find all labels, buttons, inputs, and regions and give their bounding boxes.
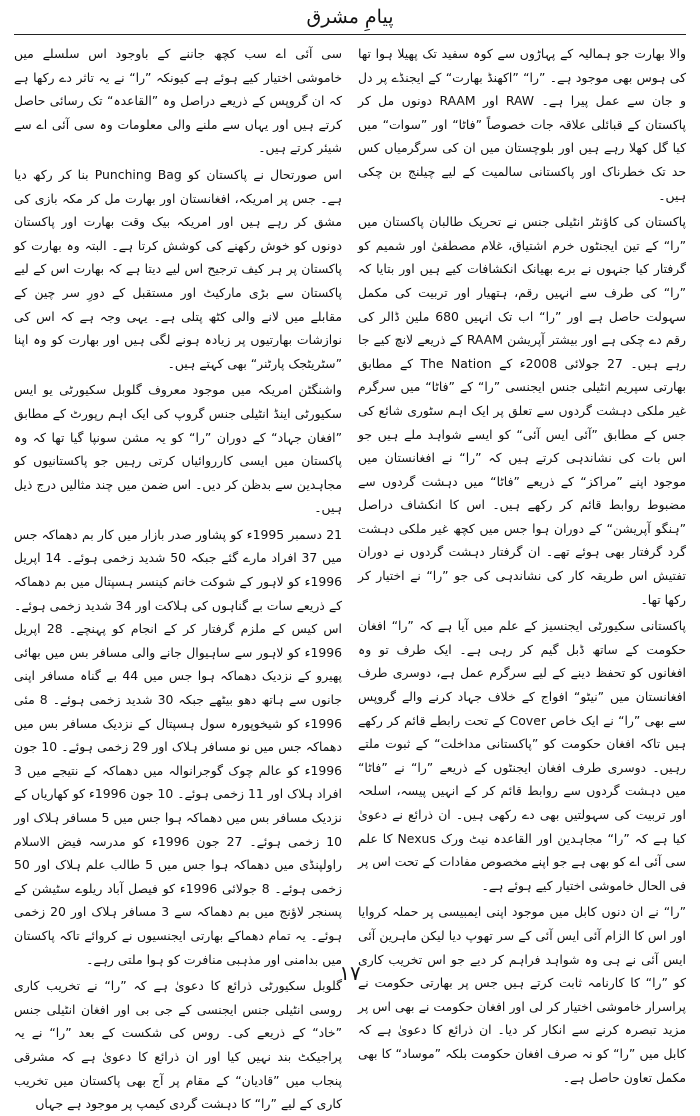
right-paragraph-4: ”را“ نے ان دنوں کابل میں موجود اپنی ایمبیسی پر حملہ کروایا اور اس کا الزام آئی ایس آئی کے سر تھوپ دیا لیکن ماہرین آئی ایس آئی نے ہی وہ شواہد فراہم کر دیے جو اس تخریب کاری کو ”را“ کا کارنامہ ثابت کرتے ہیں جس پر بھارتی حکومت نے پراسرار خاموشی اختیار کر لی اور افغان حکومت نے بھی اس پر مزید تبصرہ کرنے سے انکار کر دیا۔ ان ذرائع کا دعویٰ ہے کہ کابل میں ”را“ کو نہ صرف افغان حکومت بلکہ ”موساد“ کا بھی مکمل تعاون حاصل ہے۔ xyxy=(358,904,686,1085)
page-number: ۱۷ xyxy=(339,961,361,985)
right-paragraph-3: پاکستانی سکیورٹی ایجنسیز کے علم میں آیا ہے کہ ”را“ افغان حکومت کے ساتھ ڈبل گیم کر رہی ہے۔ ایک طرف تو وہ افغانوں کو تحفظ دینے کے لیے سرگرم عمل ہے، دوسری طرف افغانستان میں ”نیٹو“ افواج کے خلاف جہاد کرنے والے گروپس سے بھی ”را“ نے ایک خاص Cover کے تحت رابطے قائم کر رکھے ہیں تاکہ افغان حکومت کو ”پاکستانی مداخلت“ کے ثبوت ملتے رہیں۔ دوسری طرف افغان ایجنٹوں کے ذریعے ”را“ نے ”فاٹا“ میں دہشت گردوں سے روابط قائم کر کے انہیں پیسہ، اسلحہ اور تربیت کی سہولتیں بھی دے رکھی ہیں۔ ان ذرائع نے دعویٰ کیا ہے کہ ”را“ مجاہدین اور القاعدہ نیٹ ورک Nexus کا علم سی آئی اے کو بھی ہے جو اپنے مخصوص مفادات کے تحت اس پر فی الحال خاموشی اختیار کیے ہوئے ہے۔ xyxy=(358,618,686,893)
page-header-title: پیامِ مشرق xyxy=(306,6,394,28)
right-column xyxy=(358,42,686,1085)
left-paragraph-2: اس صورتحال نے پاکستان کو Punching Bag بنا کر رکھ دیا ہے۔ جس پر امریکہ، افغانستان اور بھارت مل کر مکہ بازی کی مشق کر رہے ہیں اور امریکہ بیک وقت بھارت اور پاکستان دونوں کو خوش رکھنے کی کوشش کرتا ہے۔ البتہ وہ بھارت کو پاکستان پر ہر کیف ترجیح اس لیے دیتا ہے کہ بھارت اس کے لیے پاکستان سے بڑی مارکیٹ اور مستقبل کے دورِ سر چین کے مقابلے میں لانے والی کٹھ پتلی ہے۔ یہی وجہ ہے کہ اس کی نوازشات بھارتیوں پر زیادہ ہونے لگی ہیں اور بھارت کو وہ اپنا ”سٹریٹجک پارٹنر“ بھی کہتے ہیں۔ xyxy=(14,166,342,371)
right-paragraph-1: والا بھارت جو ہمالیہ کے پہاڑوں سے کوہ سفید تک پھیلا ہوا تھا کی ہوس بھی موجود ہے۔ ”را“ ”اکھنڈ بھارت“ کے ایجنڈے پر دل و جان سے عمل پیرا ہے۔ RAW اور RAAM دونوں مل کر پاکستان کے قبائلی علاقہ جات خصوصاً ”فاٹا“ اور ”سوات“ میں کیا گل کھلا رہے ہیں اور بلوچستان میں ان کی سرگرمیاں کس حد تک خطرناک اور پاکستانی سالمیت کے لیے چیلنج بن چکی ہیں۔ xyxy=(358,46,686,203)
left-paragraph-4: 21 دسمبر 1995ء کو پشاور صدر بازار میں کار بم دھماکہ جس میں 37 افراد مارے گئے جبکہ 50 شدید زخمی ہوئے۔ 14 اپریل 1996ء کو لاہور کے شوکت خانم کینسر ہسپتال میں بم دھماکہ کے ذریعے سات بے گناہوں کی ہلاکت اور 34 شدید زخمی ہوئے۔ اس کیس کے ملزم گرفتار کر کے انجام کو پہنچے۔ 28 اپریل 1996ء کو لاہور سے ساہیوال جانے والی مسافر بس میں بھائی پھیرو کے نزدیک دھماکہ ہوا جس میں 44 بے گناہ مسافر اپنی جانوں سے ہاتھ دھو بیٹھے جبکہ 30 شدید زخمی ہوئے۔ 8 مئی 1996ء کو شیخوپورہ سول ہسپتال کے نزدیک مسافر بس میں دھماکہ جس میں نو مسافر ہلاک اور 29 زخمی ہوئے۔ 10 جون 1996ء کو عالم چوک گوجرانوالہ میں دھماکہ کے نتیجے میں 3 افراد ہلاک اور 11 زخمی ہوئے۔ 10 جون 1996ء کو کھاریاں کے نزدیک مسافر بس میں دھماکہ ہوا جس میں 5 مسافر ہلاک اور 10 زخمی ہوئے۔ 27 جون 1996ء کو مدرسہ فیض الاسلام راولپنڈی میں دھماکہ ہوا جس میں 5 طالب علم ہلاک اور 50 زخمی ہوئے۔ 8 جولائی 1996ء کو فیصل آباد ریلوے سٹیشن کے پسنجر لاؤنج میں بم دھماکہ سے 3 مسافر ہلاک اور 20 زخمی ہوئے۔ یہ تمام دھماکے بھارتی ایجنسیوں نے کروائے تاکہ پاکستان میں بدامنی اور مذہبی منافرت کو ہوا ملتی رہے۔ xyxy=(14,526,343,967)
left-paragraph-5: گلوبل سکیورٹی ذرائع کا دعویٰ ہے کہ ”را“ نے تخریب کاری روسی انٹیلی جنس ایجنسی کے جی بی اور افغان انٹیلی جنس ”خاد“ کے ذریعے کی۔ روس کی شکست کے بعد ”را“ نے یہ پراجیکٹ بند نہیں کیا اور ان ذرائع کا دعویٰ ہے کہ مشرقی پنجاب میں ”قادیان“ کے مقام پر آج بھی پاکستان میں تخریب کاری کے لیے ”را“ کا دہشت گردی کیمپ پر موجود ہے جہاں xyxy=(14,978,342,1112)
header-divider xyxy=(14,34,686,35)
right-paragraph-2: پاکستان کی کاؤنٹر انٹیلی جنس نے تحریک طالبان پاکستان میں ”را“ کے تین ایجنٹوں خرم اشتیاق، غلام مصطفیٰ اور شمیم کو گرفتار کیا جنہوں نے برے بھیانک انکشافات کیے ہیں اور بتایا کہ ”را“ کی طرف سے انہیں رقم، ہتھیار اور تربیت کی مکمل سہولت حاصل ہے اور ”را“ اب تک انہیں 680 ملین ڈالر کی رقم دے چکی ہے اور بیشتر آپریشن RAAM کے ذریعے لانچ کیے جا رہے ہیں۔ 27 جولائی 2008ء کے The Nation کے مطابق بھارتی سپریم انٹیلی جنس ایجنسی ”را“ کے ”فاٹا“ میں سرگرم غیر ملکی دہشت گردوں سے تعلق پر ایک اہم سٹوری شائع کی جس کے مطابق ”آئی ایس آئی“ کو ایسے شواہد ملے ہیں جو اس بات کی نشاندہی کرتے ہیں کہ ”را“ نے افغانستان میں موجود اپنے ”مراکز“ کے ذریعے ”فاٹا“ میں دہشت گردوں سے مضبوط روابط قائم کر رکھے ہیں۔ اس کا انکشاف دراصل ”ہنگو آپریشن“ کے دوران ہوا جس میں کچھ غیر ملکی دہشت گرد گرفتار بھی ہوئے تھے۔ ان گرفتار دہشت گردوں نے دوران تفتیش اس طریقہ کار کی نشاندہی کی جو ”را“ نے اختیار کر رکھا تھا۔ xyxy=(358,214,686,607)
left-paragraph-3: واشنگٹن امریکہ میں موجود معروف گلوبل سکیورٹی یو ایس سکیورٹی اینڈ انٹیلی جنس گروپ کی ایک اہم رپورٹ کے مطابق ”افغان جہاد“ کے دوران ”را“ کو یہ مشن سونپا گیا تھا کہ وہ پاکستان میں ایسی کارروائیاں کرتی رہیں جو پاکستانیوں کو مجاہدین سے بدظن کر دیں۔ اس ضمن میں چند مثالیں درج ذیل ہیں۔ xyxy=(14,382,342,516)
left-column xyxy=(14,42,343,1112)
left-paragraph-1: سی آئی اے سب کچھ جاننے کے باوجود اس سلسلے میں خاموشی اختیار کیے ہوئے ہے کیونکہ ”را“ نے یہ تاثر دے رکھا ہے کہ ان گروپس کے ذریعے دراصل وہ ”القاعدہ“ تک رسائی حاصل کرتے ہیں اور یہاں سے ملنے والی معلومات وہ سی آئی اے سے شیئر کرتے ہیں۔ xyxy=(14,46,342,156)
